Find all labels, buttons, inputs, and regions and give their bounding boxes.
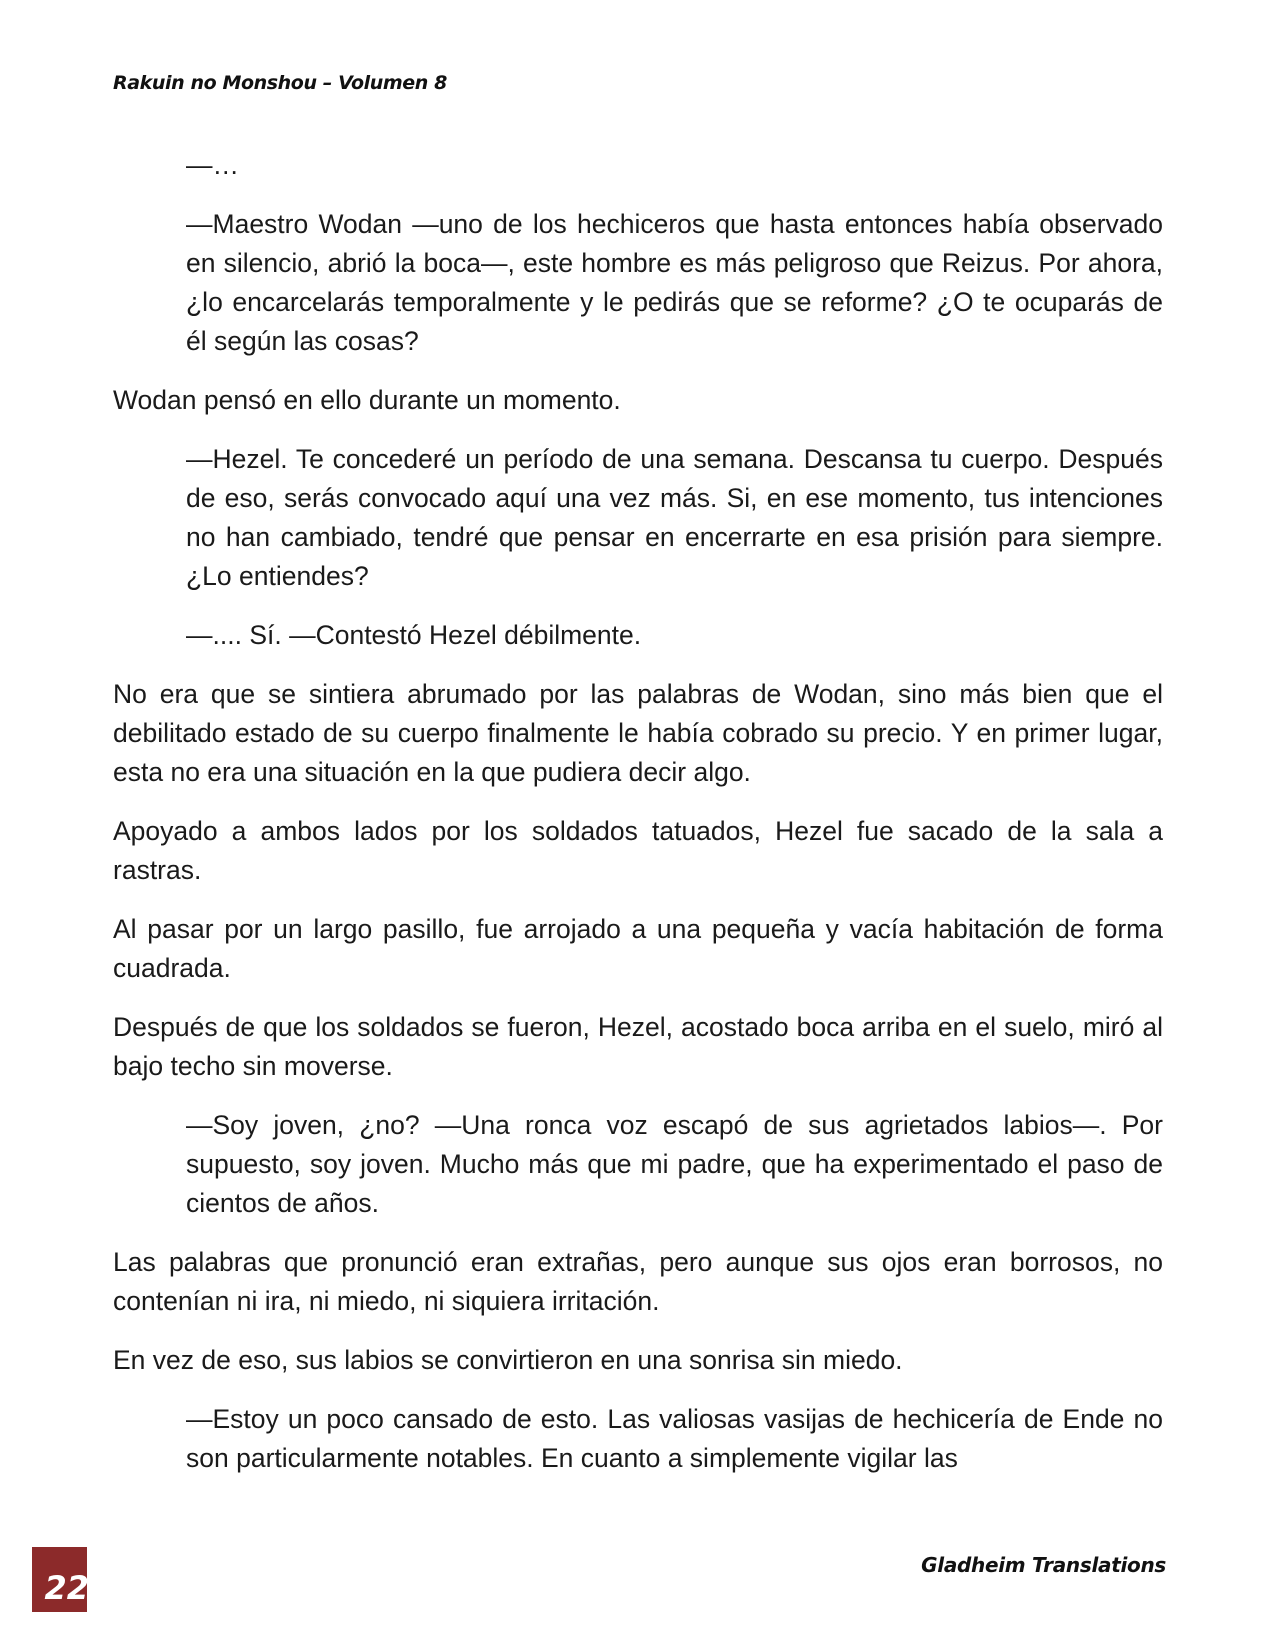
paragraph: Wodan pensó en ello durante un momento. — [113, 385, 621, 415]
paragraph: Las palabras que pronunció eran extrañas, pero aunque sus ojos eran borrosos, no contenían ni ira, ni miedo, ni siquiera irritación. — [113, 1247, 1163, 1316]
paragraph: —Maestro Wodan —uno de los hechiceros que hasta entonces había observado en silencio, abrió la boca—, este hombre es más peligroso que Reizus. Por ahora, ¿lo encarcelarás temporalmente y le pedirás que se reforme? ¿O te ocuparás de él según las cosas? — [186, 209, 1163, 356]
paragraph: No era que se sintiera abrumado por las palabras de Wodan, sino más bien que el debilitado estado de su cuerpo finalmente le había cobrado su precio. Y en primer lugar, esta no era una situación en la que pudiera decir algo. — [113, 679, 1163, 787]
paragraph: Apoyado a ambos lados por los soldados tatuados, Hezel fue sacado de la sala a rastras. — [113, 816, 1163, 885]
page-number: 22 — [44, 1570, 89, 1606]
running-header: Rakuin no Monshou – Volumen 8 — [113, 72, 447, 94]
paragraph: Al pasar por un largo pasillo, fue arrojado a una pequeña y vacía habitación de forma cuadrada. — [113, 914, 1163, 983]
paragraph: —Hezel. Te concederé un período de una semana. Descansa tu cuerpo. Después de eso, serás convocado aquí una vez más. Si, en ese momento, tus intenciones no han cambiado, tendré que pensar en encerrarte en esa prisión para siempre. ¿Lo entiendes? — [186, 444, 1163, 591]
paragraph: —… — [186, 150, 239, 180]
page-number-underline — [32, 1609, 87, 1612]
paragraph: —Soy joven, ¿no? —Una ronca voz escapó de sus agrietados labios—. Por supuesto, soy joven. Mucho más que mi padre, que ha experimentado el paso de cientos de años. — [186, 1110, 1163, 1218]
paragraph: —.... Sí. —Contestó Hezel débilmente. — [186, 620, 642, 650]
paragraph: En vez de eso, sus labios se convirtieron en una sonrisa sin miedo. — [113, 1345, 903, 1375]
paragraph: Después de que los soldados se fueron, Hezel, acostado boca arriba en el suelo, miró al bajo techo sin moverse. — [113, 1012, 1163, 1081]
page-body — [113, 146, 1163, 1498]
translator-credit: Gladheim Translations — [921, 1553, 1166, 1577]
paragraph: —Estoy un poco cansado de esto. Las valiosas vasijas de hechicería de Ende no son particularmente notables. En cuanto a simplemente vigilar las — [186, 1404, 1163, 1473]
